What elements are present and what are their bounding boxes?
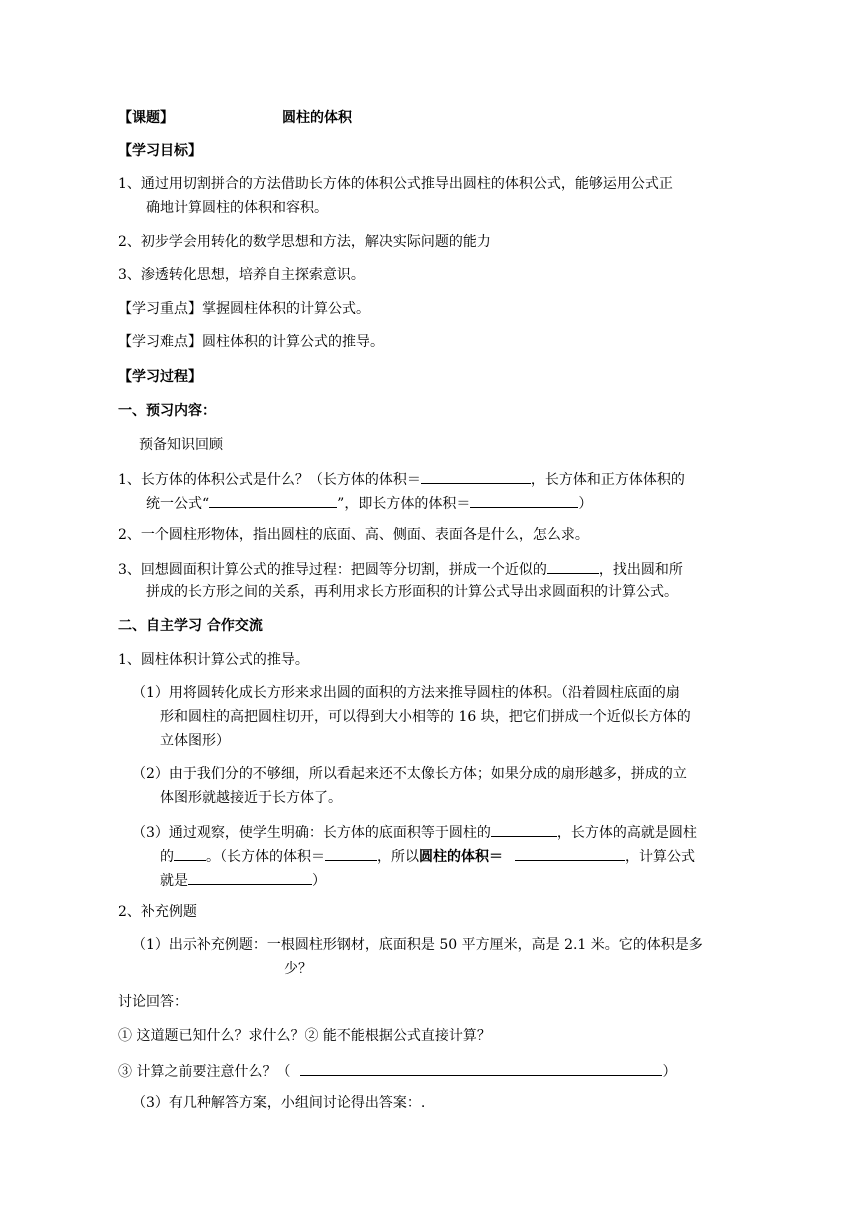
question-3-text-b: ，找出圆和所 <box>598 562 683 578</box>
step-1-line-2: 形和圆柱的高把圆柱切开，可以得到大小相等的 16 块，把它们拼成一个近似长方体的 <box>160 709 691 725</box>
fill-blank[interactable] <box>421 469 531 484</box>
step-2-line-2: 体图形就越接近于长方体了。 <box>160 790 342 806</box>
difficult-point: 【学习难点】圆柱体积的计算公式的推导。 <box>118 334 384 350</box>
section-2-heading: 二、自主学习 合作交流 <box>118 618 263 634</box>
fill-blank[interactable] <box>188 870 312 885</box>
question-1-text-b: ，长方体和正方体体积的 <box>530 472 685 488</box>
step-1-line-1: （1）用将圆转化成长方形来求出圆的面积的方法来推导圆柱的体积。（沿着圆柱底面的扇 <box>132 685 680 701</box>
step-3-text-g: 就是 <box>160 873 188 889</box>
step-1-line-3: 立体图形） <box>160 733 230 749</box>
step-3-text-bold: 圆柱的体积＝ <box>419 849 503 865</box>
discussion-q2-end: ） <box>662 1064 677 1080</box>
discussion-q2 <box>118 1061 676 1081</box>
question-1-text-a: 1、长方体的体积公式是什么？（长方体的体积＝ <box>118 472 421 488</box>
question-1-text-e: ） <box>578 496 593 512</box>
step-3-text-d: 。（长方体的体积＝ <box>206 849 325 865</box>
question-1-line-2 <box>146 493 592 513</box>
fill-blank[interactable] <box>470 493 578 508</box>
step-3-text-f: ，计算公式 <box>625 849 695 865</box>
fill-blank[interactable] <box>491 822 557 837</box>
fill-blank[interactable] <box>300 1061 662 1076</box>
question-3-line-1 <box>118 559 683 579</box>
section-2-step-3-last: （3）有几种解答方案，小组间讨论得出答案：. <box>132 1095 426 1111</box>
lesson-title: 圆柱的体积 <box>282 110 352 126</box>
objective-1-line-1: 1、通过用切割拼合的方法借助长方体的体积公式推导出圆柱的体积公式，能够运用公式正 <box>118 176 673 192</box>
discussion-q2-text: ③ 计算之前要注意什么？（ <box>118 1064 291 1080</box>
objectives-heading: 【学习目标】 <box>118 143 202 159</box>
objective-1-line-2: 确地计算圆柱的体积和容积。 <box>146 200 328 216</box>
question-1-text-d: ”，即长方体的体积＝ <box>337 496 471 512</box>
section-2-para-1: 1、圆柱体积计算公式的推导。 <box>118 652 309 668</box>
question-3-line-2: 拼成的长方形之间的关系，再利用求长方形面积的计算公式导出求圆面积的计算公式。 <box>146 584 678 600</box>
question-1-text-c: 统一公式“ <box>146 496 210 512</box>
question-2: 2、一个圆柱形物体，指出圆柱的底面、高、侧面、表面各是什么，怎么求。 <box>118 527 589 543</box>
process-heading: 【学习过程】 <box>118 369 202 385</box>
section-1-subheading: 预备知识回顾 <box>139 437 223 453</box>
fill-blank[interactable] <box>325 846 377 861</box>
step-3-line-1 <box>132 822 697 842</box>
step-2-line-1: （2）由于我们分的不够细，所以看起来还不太像长方体；如果分成的扇形越多，拼成的立 <box>132 766 687 782</box>
step-3-text-a: （3）通过观察，使学生明确：长方体的底面积等于圆柱的 <box>132 825 491 841</box>
example-line-2: 少？ <box>284 961 312 977</box>
fill-blank[interactable] <box>547 559 599 574</box>
fill-blank[interactable] <box>174 846 206 861</box>
step-3-text-b: ，长方体的高就是圆柱 <box>556 825 697 841</box>
objective-3: 3、渗透转化思想，培养自主探索意识。 <box>118 267 365 283</box>
objective-2: 2、初步学会用转化的数学思想和方法，解决实际问题的能力 <box>118 234 491 250</box>
discussion-label: 讨论回答： <box>118 994 188 1010</box>
lesson-title-label: 【课题】 <box>118 110 174 126</box>
section-2-para-2: 2、补充例题 <box>118 904 197 920</box>
step-3-text-c: 的 <box>160 849 174 865</box>
discussion-q1: ① 这道题已知什么？求什么？② 能不能根据公式直接计算？ <box>118 1028 491 1044</box>
question-3-text-a: 3、回想圆面积计算公式的推导过程：把圆等分切割，拼成一个近似的 <box>118 562 547 578</box>
step-3-text-e: ，所以 <box>377 849 419 865</box>
step-3-line-3 <box>160 870 326 890</box>
question-1-line-1 <box>118 469 685 489</box>
step-3-line-2 <box>160 846 695 866</box>
section-1-heading: 一、预习内容： <box>118 403 216 419</box>
step-3-text-h: ） <box>312 873 326 889</box>
example-line-1: （1）出示补充例题：一根圆柱形钢材，底面积是 50 平方厘米，高是 2.1 米。它的体积是多 <box>132 937 703 953</box>
key-point: 【学习重点】掌握圆柱体积的计算公式。 <box>118 301 370 317</box>
fill-blank[interactable] <box>209 493 337 508</box>
fill-blank[interactable] <box>515 846 625 861</box>
